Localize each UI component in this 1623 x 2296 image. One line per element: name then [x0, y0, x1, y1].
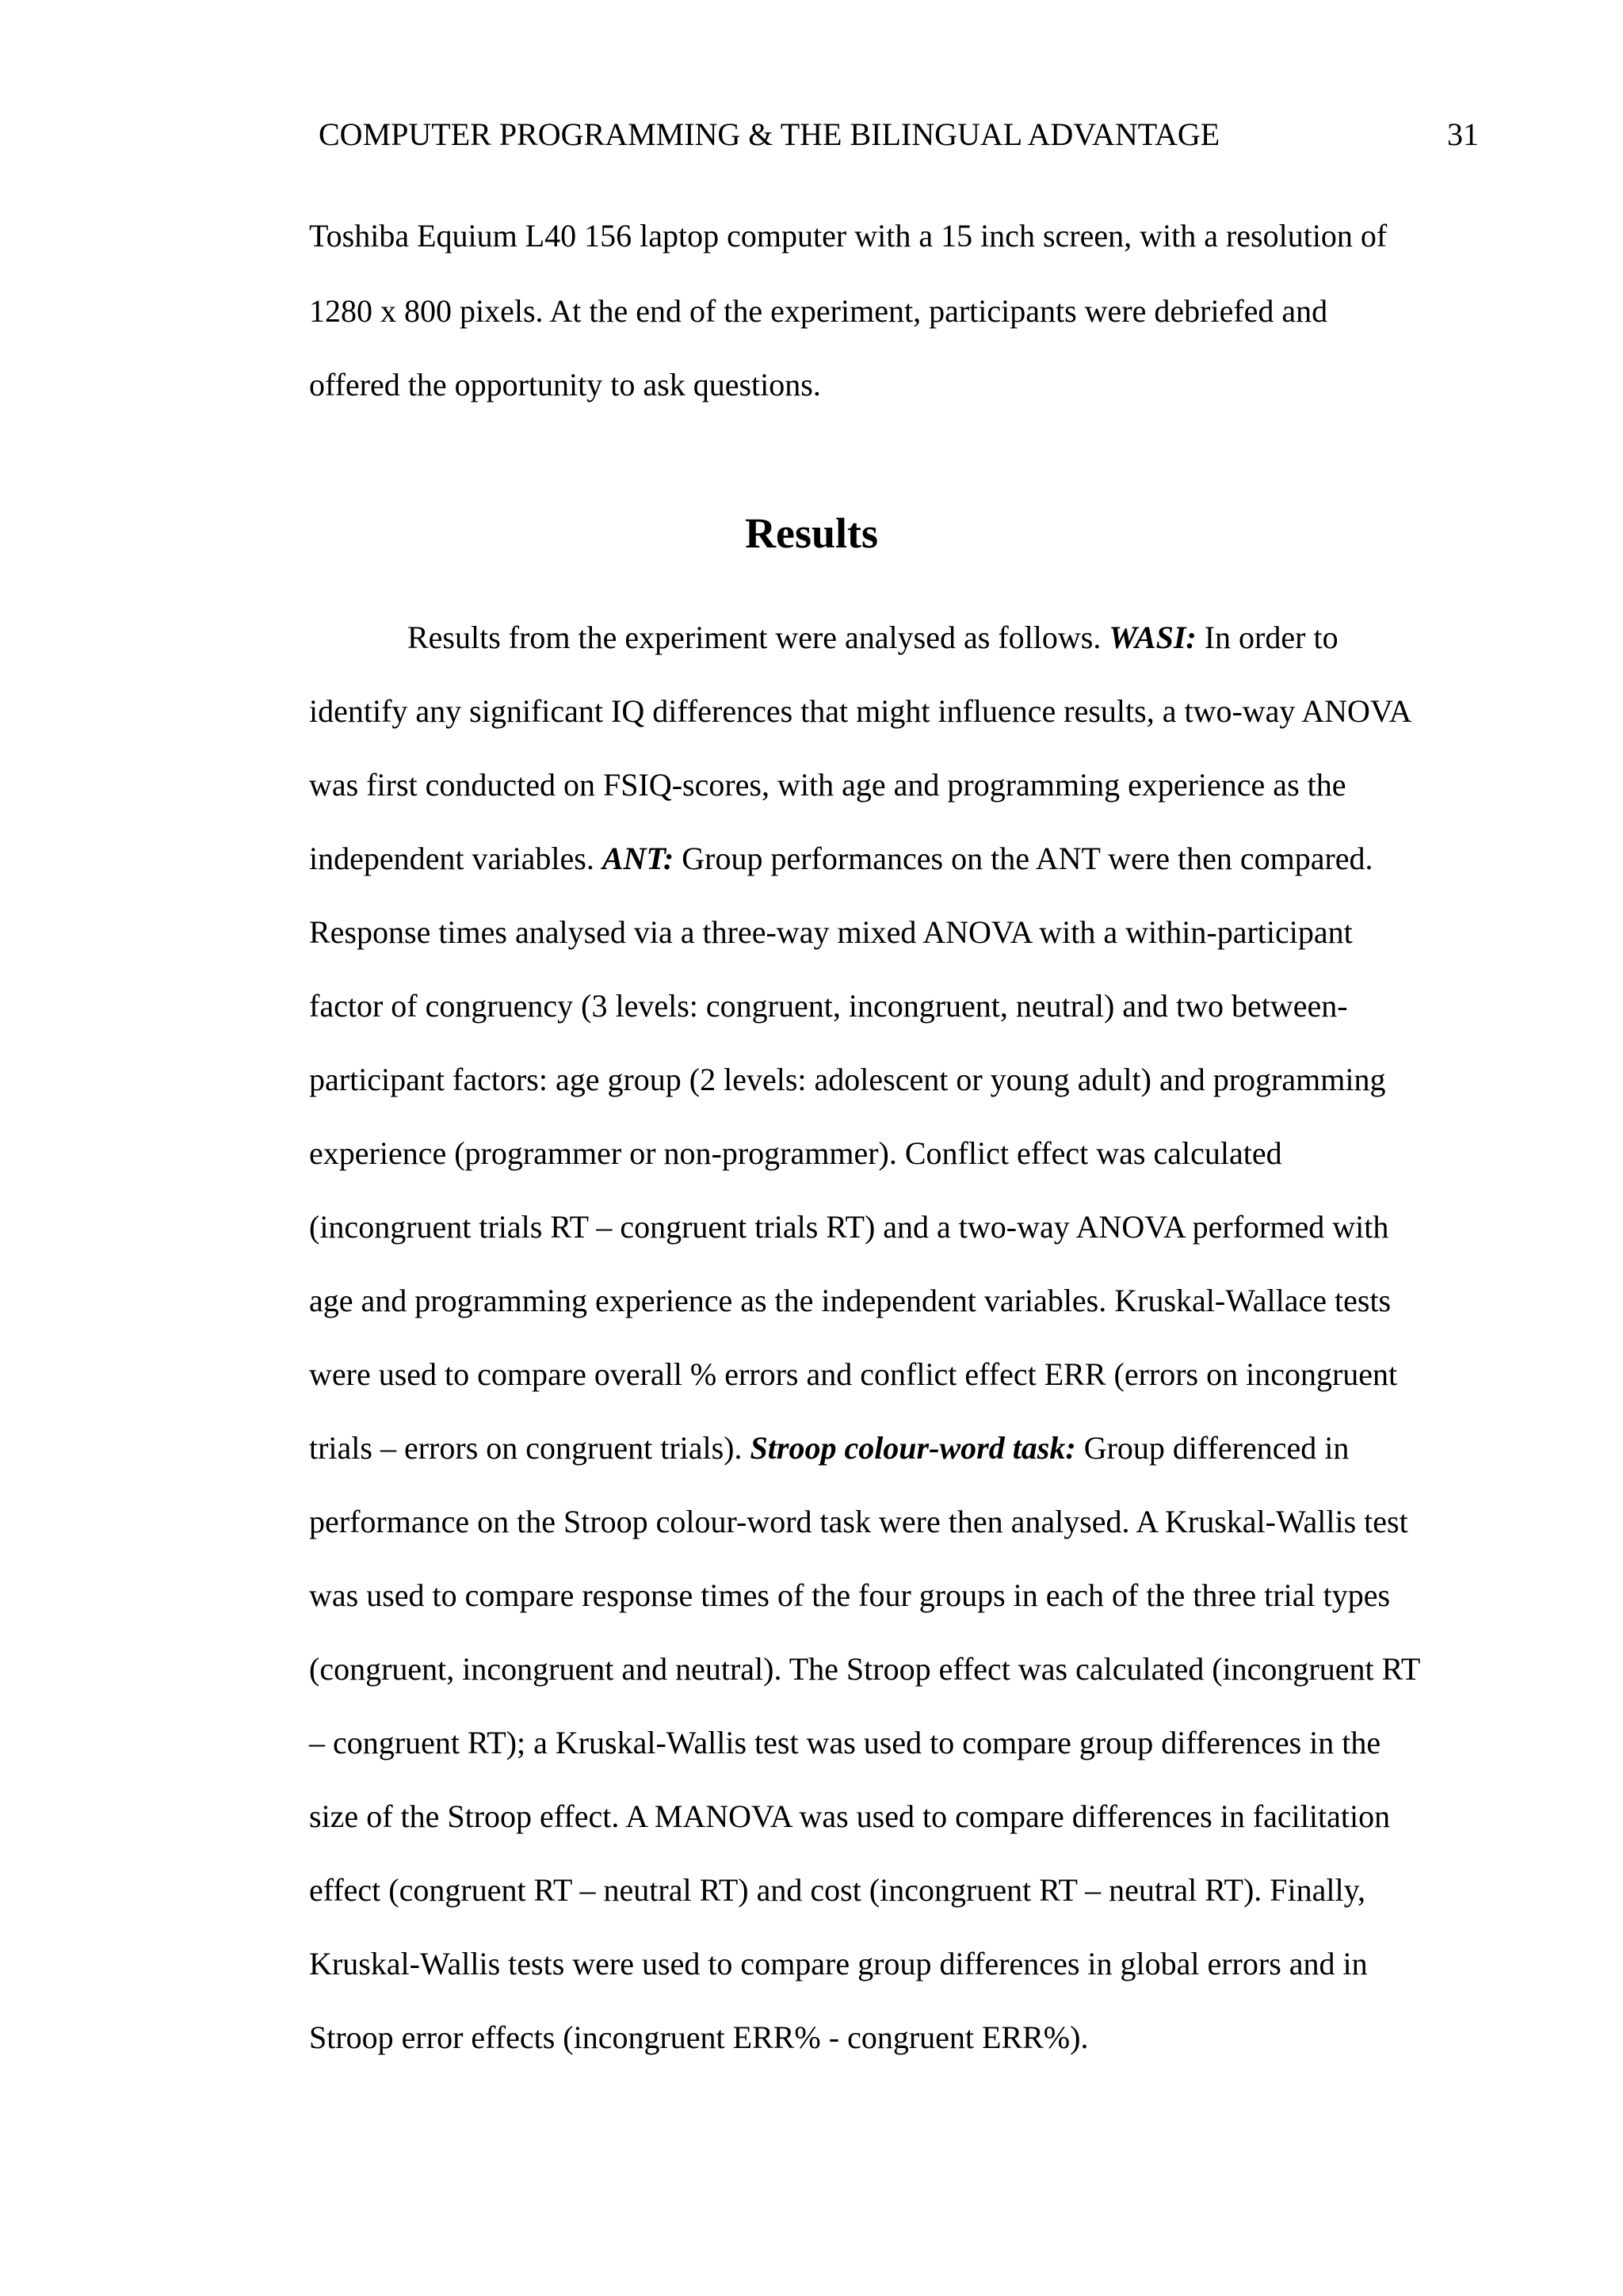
text-line: size of the Stroop effect. A MANOVA was used to compare differences in facilitation [309, 1798, 1391, 1834]
running-head: COMPUTER PROGRAMMING & THE BILINGUAL ADVANTAGE [319, 116, 1220, 152]
text-run: Group performances on the ANT were then compared. [682, 841, 1373, 876]
text-line: Stroop error effects (incongruent ERR% - congruent ERR%). [309, 2019, 1089, 2055]
text-line: (congruent, incongruent and neutral). The Stroop effect was calculated (incongruent RT [309, 1651, 1421, 1687]
text-line: performance on the Stroop colour-word task were then analysed. A Kruskal-Wallis test [309, 1504, 1408, 1539]
text-line: identify any significant IQ differences that might influence results, a two-way ANOVA [309, 693, 1412, 729]
text-line: age and programming experience as the independent variables. Kruskal-Wallace tests [309, 1283, 1392, 1318]
text-line: – congruent RT); a Kruskal-Wallis test was used to compare group differences in the [309, 1725, 1381, 1760]
text-line [309, 837, 1373, 881]
text-line: Kruskal-Wallis tests were used to compare group differences in global errors and in [309, 1946, 1368, 1981]
text-line: experience (programmer or non-programmer). Conflict effect was calculated [309, 1135, 1282, 1171]
text-run: trials – errors on congruent trials). [309, 1430, 743, 1466]
text-line: Response times analysed via a three-way mixed ANOVA with a within-participant [309, 914, 1353, 950]
text-line [309, 1426, 1349, 1470]
stroop-label: Stroop colour-word task: [750, 1430, 1076, 1466]
text-line: were used to compare overall % errors and conflict effect ERR (errors on incongruent [309, 1356, 1398, 1392]
text-line: (incongruent trials RT – congruent trials RT) and a two-way ANOVA performed with [309, 1209, 1389, 1245]
text-run: Results from the experiment were analysed as follows. [407, 620, 1102, 655]
text-line: 1280 x 800 pixels. At the end of the experiment, participants were debriefed and [309, 293, 1328, 329]
text-line: was first conducted on FSIQ-scores, with age and programming experience as the [309, 767, 1346, 803]
text-line: offered the opportunity to ask questions. [309, 367, 821, 402]
ant-label: ANT: [601, 841, 674, 876]
text-line: Toshiba Equium L40 156 laptop computer with a 15 inch screen, with a resolution of [309, 218, 1388, 254]
text-run: independent variables. [309, 841, 594, 876]
page-number: 31 [1447, 116, 1479, 152]
text-run: In order to [1204, 620, 1338, 655]
text-line: participant factors: age group (2 levels: adolescent or young adult) and programming [309, 1062, 1386, 1097]
wasi-label: WASI: [1109, 620, 1197, 655]
text-run: Group differenced in [1083, 1430, 1350, 1466]
text-line: was used to compare response times of the four groups in each of the three trial types [309, 1577, 1391, 1613]
text-line [407, 616, 1338, 660]
text-line: effect (congruent RT – neutral RT) and cost (incongruent RT – neutral RT). Finally, [309, 1872, 1366, 1908]
text-line: factor of congruency (3 levels: congruent, incongruent, neutral) and two between- [309, 988, 1348, 1024]
section-heading-results: Results [744, 509, 878, 557]
